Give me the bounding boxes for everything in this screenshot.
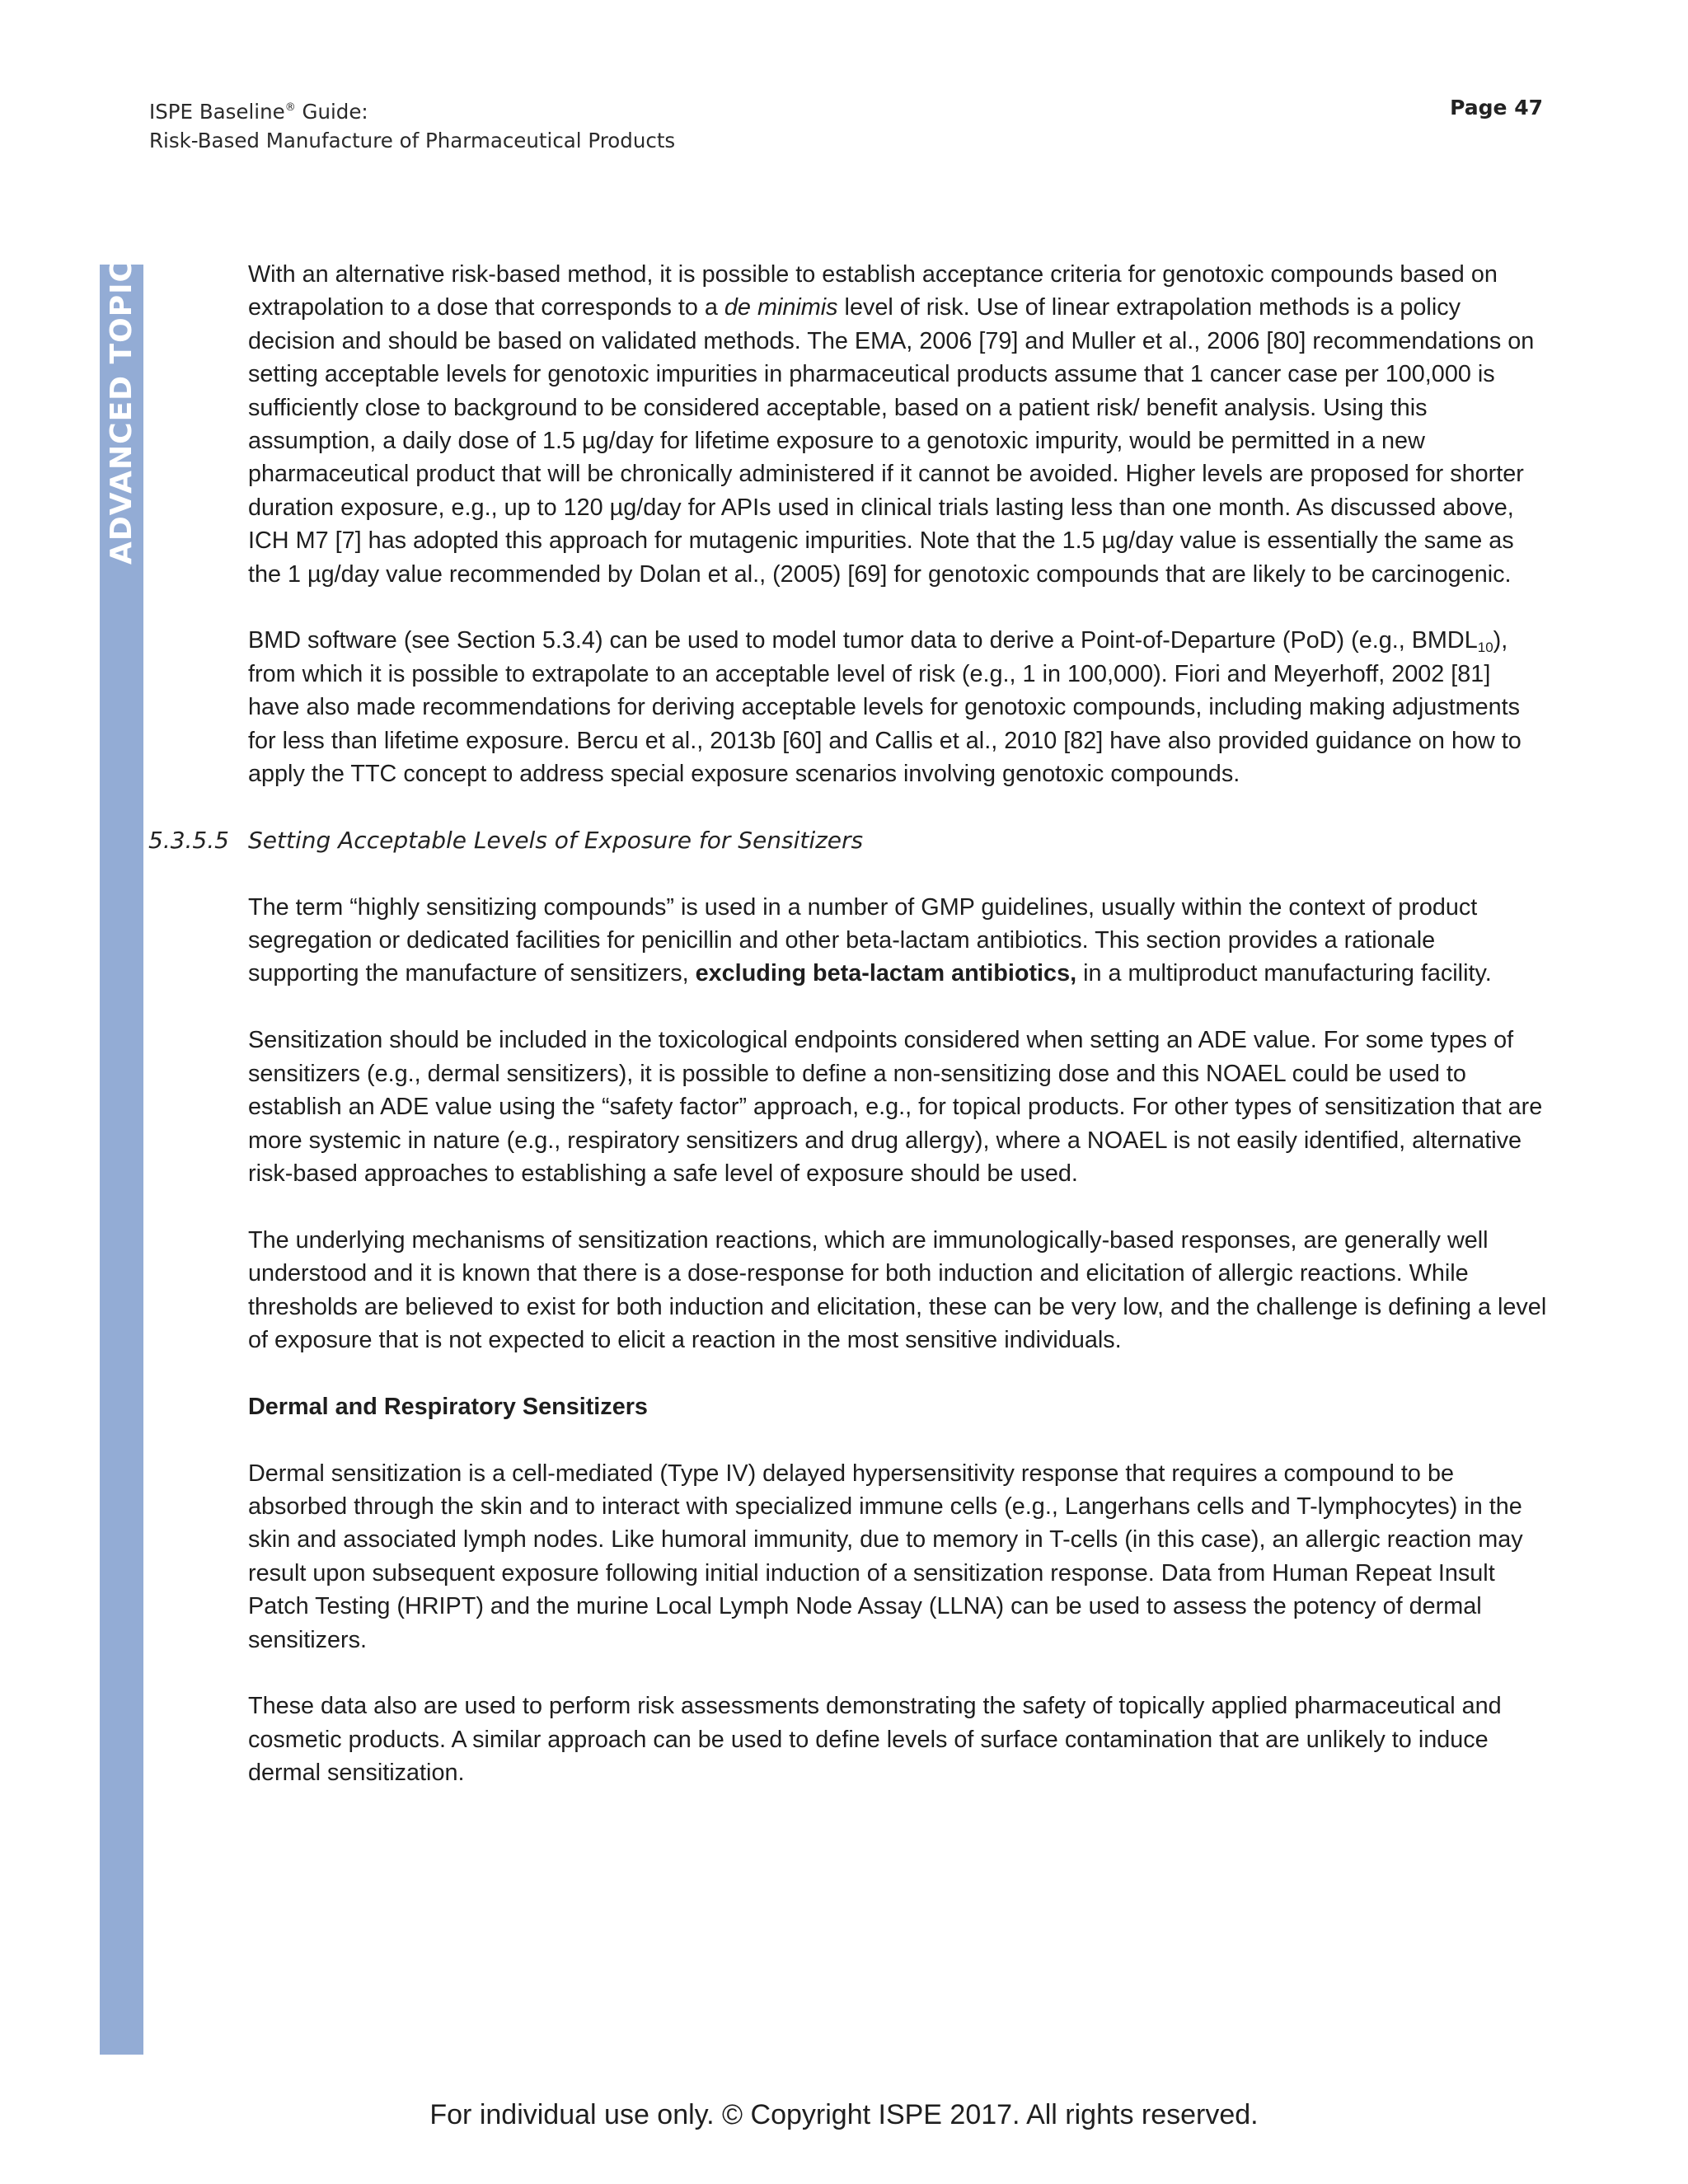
- copyright-footer: For individual use only. © Copyright ISPE 2017. All rights reserved.: [429, 2099, 1259, 2130]
- bold-phrase: excluding beta-lactam antibiotics,: [695, 960, 1077, 987]
- sidebar-label-box: [100, 260, 143, 569]
- subheading-dermal-respiratory: Dermal and Respiratory Sensitizers: [248, 1393, 648, 1420]
- paragraph-dermal-sensitization: Dermal sensitization is a cell-mediated (Type IV) delayed hypersensitivity response that requires a compound to be absorbed through the skin and to interact with specialized immune cells (e.g., Langerhans cells and T-lymphocytes) in the skin and associated lymph nodes. Like humoral immunity, due to memory in T-cells (in this case), an allergic reaction may result upon subsequent exposure following initial induction of a sensitization response. Data from Human Repeat Insult Patch Testing (HRIPT) and the murine Local Lymph Node Assay (LLNA) can be used to assess the potency of dermal sensitizers.: [248, 1460, 1523, 1653]
- paragraph-risk-assessments: These data also are used to perform risk assessments demonstrating the safety of topically applied pharmaceutical and cosmetic products. A similar approach can be used to define levels of surface contamination that are unlikely to induce dermal sensitization.: [248, 1693, 1502, 1787]
- paragraph-genotoxic-acceptance: With an alternative risk-based method, it is possible to establish acceptance criteria for genotoxic compounds based on extrapolation to a dose that corresponds to a de minimis level of risk. Use of linear extrapolation methods is a policy decision and should be based on validated methods. The EMA, 2006 [79] and Muller et al., 2006 [80] recommendations on setting acceptable levels for genotoxic impurities in pharmaceutical products assume that 1 cancer case per 100,000 is sufficiently close to background to be considered acceptable, based on a patient risk/ benefit analysis. Using this assumption, a daily dose of 1.5 µg/day for lifetime exposure to a genotoxic impurity, would be permitted in a new pharmaceutical product that will be chronically administered if it cannot be avoided. Higher levels are proposed for shorter duration exposure, e.g., up to 120 µg/day for APIs used in clinical trials lasting less than one month. As discussed above, ICH M7 [7] has adopted this approach for mutagenic impurities. Note that the 1.5 µg/day value is essentially the same as the 1 µg/day value recommended by Dolan et al., (2005) [69] for genotoxic compounds that are likely to be carcinogenic.: [248, 261, 1535, 588]
- running-header: [149, 93, 675, 155]
- guide-subtitle: Risk-Based Manufacture of Pharmaceutical Products: [149, 129, 676, 152]
- guide-title: ISPE Baseline® Guide:: [149, 100, 368, 124]
- italic-term: de minimis: [724, 294, 838, 321]
- sidebar-label: ADVANCED TOPIC: [105, 260, 138, 565]
- paragraph-highly-sensitizing: The term “highly sensitizing compounds” is used in a number of GMP guidelines, usually within the context of product segregation or dedicated facilities for penicillin and other beta-lactam antibiotics. This section provides a rationale supporting the manufacture of sensitizers, excluding beta-lactam antibiotics, in a multiproduct manufacturing facility.: [248, 893, 1492, 987]
- page-body: [148, 258, 1548, 1823]
- registered-mark: ®: [284, 101, 296, 114]
- advanced-topic-sidebar: [100, 260, 143, 2055]
- page-number: Page 47: [1450, 96, 1543, 120]
- subscript: 10: [1477, 640, 1493, 656]
- paragraph-bmd-software: BMD software (see Section 5.3.4) can be used to model tumor data to derive a Point-of-Departure (PoD) (e.g., $BMDL_{10}$), from which it is possible to extrapolate to an acceptable level of risk (e.g., 1 in 100,000). Fiori and Meyerhoff, 2002 [81] have also made recommendations for deriving acceptable levels for genotoxic compounds, including making adjustments for less than lifetime exposure. Bercu et al., 2013b [60] and Callis et al., 2010 [82] have also provided guidance on how to apply the TTC concept to address special exposure scenarios involving genotoxic compounds.: [248, 627, 1522, 788]
- section-title: Setting Acceptable Levels of Exposure for Sensitizers: [248, 826, 864, 854]
- paragraph-sensitization-endpoints: Sensitization should be included in the toxicological endpoints considered when setting an ADE value. For some types of sensitizers (e.g., dermal sensitizers), it is possible to define a non-sensitizing dose and this NOAEL could be used to establish an ADE value using the “safety factor” approach, e.g., for topical products. For other types of sensitization that are more systemic in nature (e.g., respiratory sensitizers and drug allergy), where a NOAEL is not easily identified, alternative risk-based approaches to establishing a safe level of exposure should be used.: [248, 1027, 1543, 1187]
- section-heading: [148, 824, 1548, 857]
- section-number: 5.3.5.5: [148, 826, 229, 854]
- paragraph-mechanisms: The underlying mechanisms of sensitization reactions, which are immunologically-based responses, are generally well understood and it is known that there is a dose-response for both induction and elicitation of allergic reactions. While thresholds are believed to exist for both induction and elicitation, these can be very low, and the challenge is defining a level of exposure that is not expected to elicit a reaction in the most sensitive individuals.: [248, 1226, 1547, 1353]
